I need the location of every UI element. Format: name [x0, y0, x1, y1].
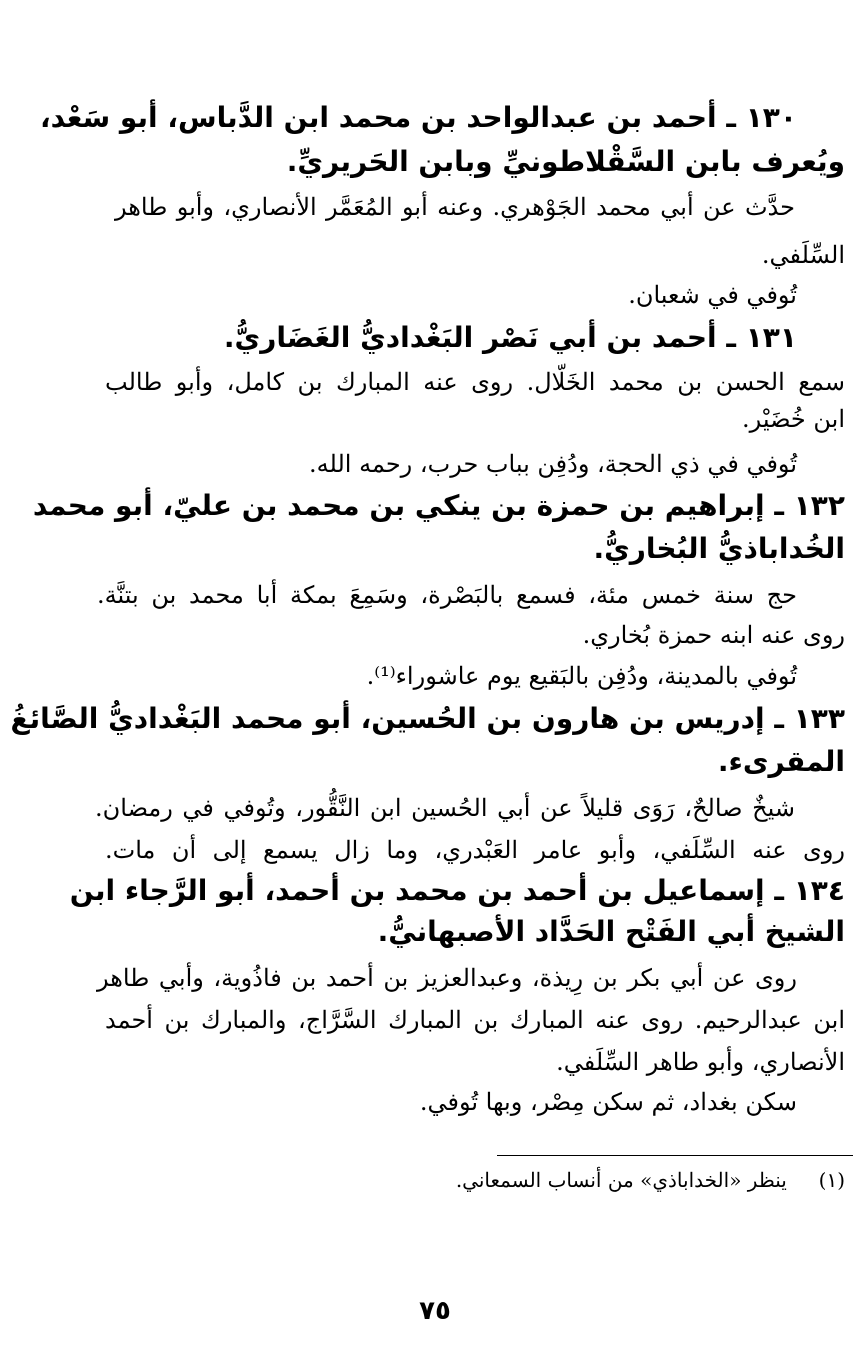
footnote: [85, 1170, 845, 1190]
entry-132-body-line-1: حج سنة خمس مئة، فسمع بالبَصْرة، وسَمِعَ بمكة أبا محمد بن بتنَّة.: [97, 581, 797, 609]
entry-130-heading-line-1: ١٣٠ ـ أحمد بن عبدالواحد بن محمد ابن الدَّباس، أبو سَعْد،: [40, 101, 797, 134]
entry-131-body-line-2: ابن خُضَيْر.: [741, 405, 845, 433]
entry-132-heading-line-2: الخُداباذيُّ البُخاريُّ.: [593, 532, 845, 565]
entry-134-body-line-1: روى عن أبي بكر بن رِيذة، وعبدالعزيز بن أحمد بن فاذُوية، وأبي طاهر: [97, 964, 797, 992]
entry-133-body-line-2: روى عنه السِّلَفي، وأبو عامر العَبْدري، وما زال يسمع إلى أن مات.: [105, 836, 845, 864]
entry-131-heading-line-1: ١٣١ ـ أحمد بن أبي نَصْر البَغْداديُّ الغَضَاريُّ.: [223, 321, 797, 354]
entry-134-body-line-2: ابن عبدالرحيم. روى عنه المبارك بن المبارك السَّرَّاج، والمبارك بن أحمد: [105, 1006, 845, 1034]
entry-130-body-line-2: السِّلَفي.: [761, 241, 845, 269]
entry-130-body-line-1: حدَّث عن أبي محمد الجَوْهري. وعنه أبو المُعَمَّر الأنصاري، وأبو طاهر: [115, 193, 795, 221]
entry-133-heading-line-2: المقرىء.: [717, 745, 845, 778]
entry-132-heading-line-1: ١٣٢ ـ إبراهيم بن حمزة بن ينكي بن محمد بن عليّ، أبو محمد: [32, 489, 845, 522]
entry-133-body-line-1: شيخٌ صالحٌ، رَوَى قليلاً عن أبي الحُسين ابن النَّقُّور، وتُوفي في رمضان.: [95, 794, 795, 822]
entry-132-body-line-3: تُوفي بالمدينة، ودُفِن بالبَقيع يوم عاشوراء⁽¹⁾.: [366, 662, 797, 690]
entry-132-body-line-2: روى عنه ابنه حمزة بُخاري.: [582, 621, 845, 649]
footnote-marker: (١): [818, 1168, 845, 1192]
page-number: ٧٥: [419, 1296, 451, 1326]
entry-134-body-line-3: الأنصاري، وأبو طاهر السِّلَفي.: [556, 1048, 845, 1076]
entry-130-heading-line-2: ويُعرف بابن السَّقْلاطونيِّ وبابن الحَريريِّ.: [286, 145, 845, 178]
footnote-separator: [497, 1155, 853, 1156]
entry-130-body-line-3: تُوفي في شعبان.: [628, 281, 797, 309]
entry-134-heading-line-1: ١٣٤ ـ إسماعيل بن أحمد بن محمد بن أحمد، أبو الرَّجاء ابن: [69, 874, 845, 907]
entry-134-body-line-4: سكن بغداد، ثم سكن مِصْر، وبها تُوفي.: [419, 1088, 797, 1116]
entry-133-heading-line-1: ١٣٣ ـ إدريس بن هارون بن الحُسين، أبو محمد البَغْداديُّ الصَّائغُ: [10, 702, 845, 735]
entry-134-heading-line-2: الشيخ أبي الفَتْح الحَدَّاد الأصبهانيُّ.: [377, 915, 845, 948]
entry-131-body-line-3: تُوفي في ذي الحجة، ودُفِن بباب حرب، رحمه الله.: [309, 450, 797, 478]
footnote-text: ينظر «الخداباذي» من أنساب السمعاني.: [455, 1168, 787, 1192]
entry-131-body-line-1: سمع الحسن بن محمد الخَلّال. روى عنه المبارك بن كامل، وأبو طالب: [105, 368, 845, 396]
